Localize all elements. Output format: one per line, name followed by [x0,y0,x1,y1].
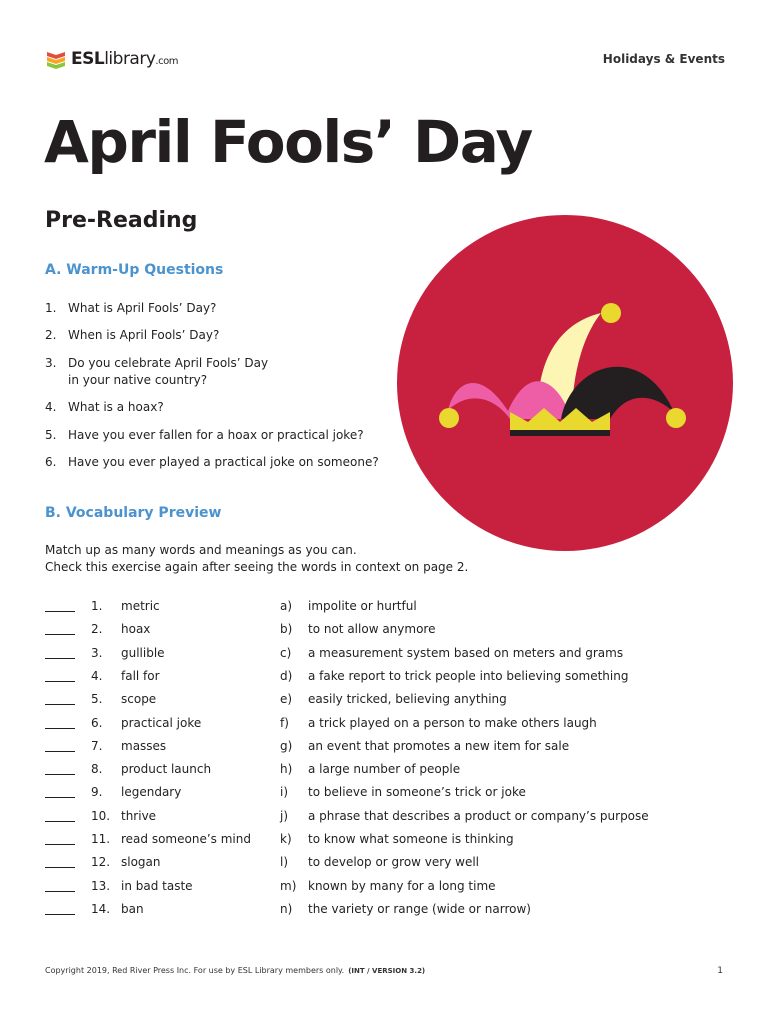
question-text: Do you celebrate April Fools’ Day in your native country? [68,356,269,387]
answer-blank[interactable] [45,611,75,612]
answer-blank[interactable] [45,634,75,635]
answer-blank[interactable] [45,774,75,775]
question-item [45,300,216,317]
vocab-number: 12. [91,855,111,870]
logo-suffix: .com [155,56,178,67]
vocab-word: read someone’s mind [121,832,251,846]
vocab-number: 8. [91,762,103,777]
question-text: Have you ever played a practical joke on someone? [68,455,379,469]
definition-letter: c) [280,645,292,660]
esl-library-logo [45,44,178,74]
definition-letter: j) [280,808,289,823]
vocab-word: masses [121,738,167,753]
vocab-definition: to not allow anymore [308,622,436,637]
question-item [45,355,268,389]
question-item [45,454,379,471]
answer-blank[interactable] [45,821,75,822]
vocab-row [45,690,705,710]
vocab-word: in bad taste [121,878,193,893]
vocab-word: hoax [121,622,151,637]
jester-hat-illustration [396,214,734,552]
question-number: 3. [45,356,57,370]
vocab-word: legendary [121,785,182,800]
question-text: What is a hoax? [68,400,164,414]
definition-letter: g) [280,738,293,753]
answer-blank[interactable] [45,797,75,798]
question-number: 6. [45,455,57,469]
copyright-text: Copyright 2019, Red River Press Inc. For use by ESL Library members only. [45,966,345,975]
answer-blank[interactable] [45,914,75,915]
vocab-word: practical joke [121,715,202,730]
vocab-number: 10. [91,808,111,823]
logo-wordmark [71,49,178,69]
answer-blank[interactable] [45,844,75,845]
question-text: When is April Fools’ Day? [68,328,220,342]
definition-letter: b) [280,622,293,637]
instruction-line: Check this exercise again after seeing the words in context on page 2. [45,560,469,574]
vocab-definition: known by many for a long time [308,878,496,893]
hat-bell-right [666,408,686,428]
page-title: April Fools’ Day [44,108,532,176]
vocab-definition: an event that promotes a new item for sale [308,738,570,753]
answer-blank[interactable] [45,704,75,705]
vocab-row [45,597,705,617]
vocab-row [45,830,705,850]
vocab-number: 9. [91,785,103,800]
answer-blank[interactable] [45,751,75,752]
vocab-number: 7. [91,738,103,753]
answer-blank[interactable] [45,728,75,729]
category-label: Holidays & Events [602,52,725,66]
definition-letter: f) [280,715,289,730]
vocab-number: 1. [91,599,103,613]
vocab-number: 5. [91,692,103,707]
question-item [45,327,219,344]
question-text: Have you ever fallen for a hoax or practical joke? [68,428,364,442]
answer-blank[interactable] [45,681,75,682]
vocab-definition: a trick played on a person to make others laugh [308,715,597,730]
answer-blank[interactable] [45,891,75,892]
instruction-line: Match up as many words and meanings as you can. [45,543,357,557]
vocab-definition: to know what someone is thinking [308,832,514,846]
vocab-definition: a measurement system based on meters and grams [308,645,624,660]
answer-blank[interactable] [45,867,75,868]
vocab-number: 2. [91,622,103,637]
vocab-definition: easily tricked, believing anything [308,692,507,707]
definition-letter: m) [280,878,297,893]
definition-letter: e) [280,692,293,707]
question-number: 5. [45,428,57,442]
hat-band-base [510,430,610,436]
question-number: 2. [45,328,57,342]
vocab-word: ban [121,901,144,916]
warmup-heading: A. Warm-Up Questions [45,262,224,278]
vocab-word: slogan [121,855,161,870]
vocab-number: 3. [91,645,103,660]
logo-product: library [104,49,156,69]
vocab-definition: to believe in someone’s trick or joke [308,785,526,800]
page-number: 1 [717,966,723,976]
question-item [45,427,364,444]
question-item [45,399,164,416]
vocab-definition: impolite or hurtful [308,599,417,613]
vocab-row [45,644,705,664]
definition-letter: n) [280,901,293,916]
book-stack-icon [45,48,67,70]
vocab-number: 4. [91,668,103,683]
vocab-heading: B. Vocabulary Preview [45,505,222,521]
vocab-row [45,877,705,897]
vocab-word: thrive [121,808,157,823]
vocab-row [45,737,705,757]
vocab-word: gullible [121,645,165,660]
vocab-definition: a phrase that describes a product or company’s purpose [308,808,649,823]
vocab-definition: a large number of people [308,762,461,777]
vocab-definition: to develop or grow very well [308,855,479,870]
vocab-number: 13. [91,878,111,893]
vocab-row [45,714,705,734]
vocab-word: product launch [121,762,212,777]
vocab-row [45,667,705,687]
vocab-number: 6. [91,715,103,730]
vocab-word: scope [121,692,157,707]
logo-brand: ESL [71,49,105,69]
page-footer [45,966,725,975]
vocab-number: 14. [91,901,111,916]
vocab-definition: a fake report to trick people into believing something [308,668,629,683]
vocab-definition: the variety or range (wide or narrow) [308,901,531,916]
question-text: What is April Fools’ Day? [68,301,217,315]
definition-letter: d) [280,668,293,683]
vocab-row [45,620,705,640]
vocab-row [45,900,705,920]
definition-letter: i) [280,785,289,800]
vocab-row [45,783,705,803]
vocab-row [45,853,705,873]
vocab-word: fall for [121,668,160,683]
definition-letter: k) [280,832,292,846]
definition-letter: h) [280,762,293,777]
vocab-word: metric [121,599,160,613]
hat-bell-left [439,408,459,428]
vocab-number: 11. [91,832,111,846]
question-number: 4. [45,400,57,414]
version-label: (INT / VERSION 3.2) [348,967,426,975]
question-number: 1. [45,301,57,315]
vocab-row [45,760,705,780]
page-header [45,44,725,76]
section-title: Pre-Reading [45,208,198,233]
hat-bell-top [601,303,621,323]
answer-blank[interactable] [45,658,75,659]
vocab-row [45,807,705,827]
definition-letter: a) [280,599,293,613]
definition-letter: l) [280,855,289,870]
